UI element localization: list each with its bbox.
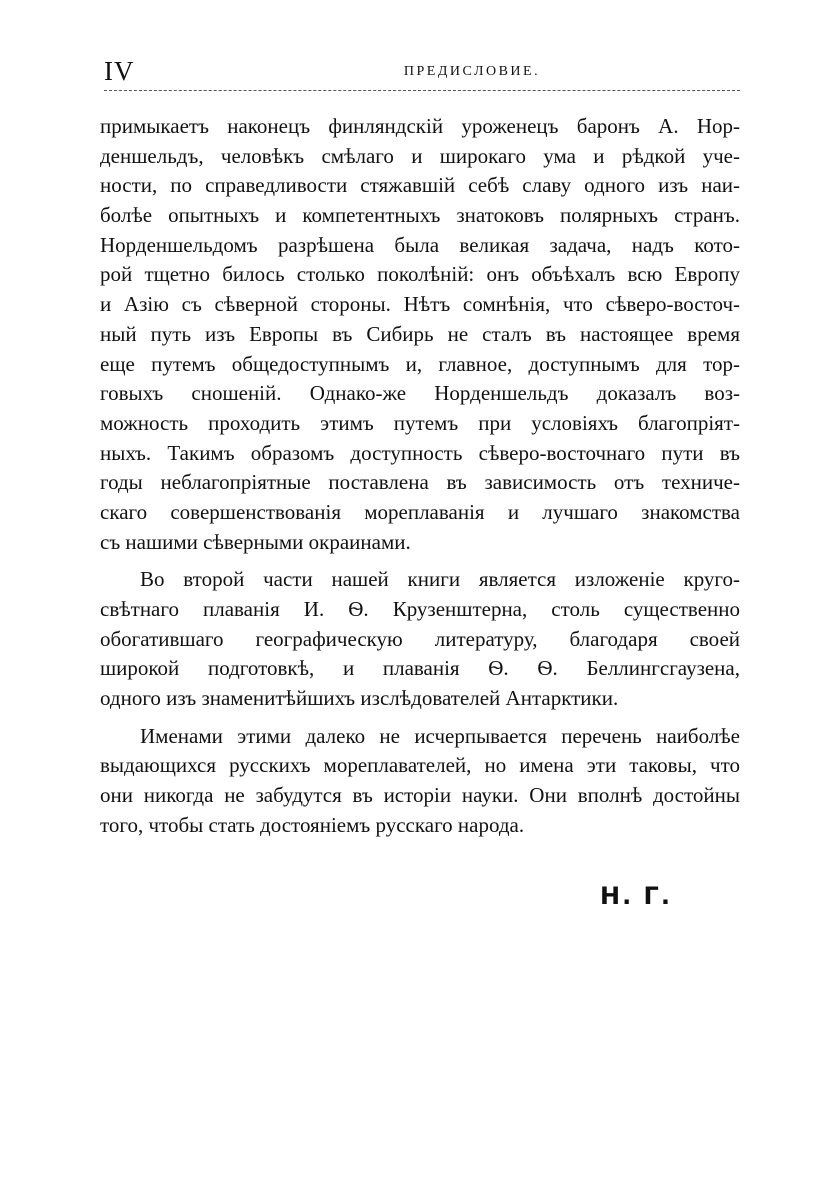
text-line: выдающихся русскихъ мореплавателей, но имена эти таковы, что xyxy=(100,753,740,778)
text-line: свѣтнаго плаванія И. Ѳ. Крузенштерна, столь существенно xyxy=(100,597,740,621)
text-line: рой тщетно билось столько поколѣній: онъ объѣхалъ всю Европу xyxy=(100,262,740,287)
text-line: одного изъ знаменитѣйшихъ изслѣдователей Антарктики. xyxy=(100,686,619,711)
paragraph-2 xyxy=(100,565,740,713)
text-line: скаго совершенствованія мореплаванія и лучшаго знакомства xyxy=(100,499,740,524)
text-line: Во второй части нашей книги является изложеніе круго- xyxy=(140,567,740,592)
text-line: съ нашими сѣверными окраинами. xyxy=(100,529,411,554)
text-line: примыкаетъ наконецъ финляндскій уроженецъ баронъ А. Нор- xyxy=(100,114,740,138)
paragraph-3 xyxy=(100,722,740,841)
header-rule xyxy=(104,90,740,91)
text-line: обогатившаго географическую литературу, благодаря своей xyxy=(100,626,740,651)
text-line: еще путемъ общедоступнымъ и, главное, доступнымъ для тор- xyxy=(100,351,740,376)
text-line: широкой подготовкѣ, и плаванія Ѳ. Ѳ. Беллингсгаузена, xyxy=(100,656,740,681)
text-line: Именами этими далеко не исчерпывается перечень наиболѣе xyxy=(140,723,740,748)
text-line: годы неблагопріятные поставлена въ зависимость отъ техниче- xyxy=(100,470,740,495)
text-line: того, чтобы стать достояніемъ русскаго народа. xyxy=(100,812,525,837)
text-line: болѣе опытныхъ и компетентныхъ знатоковъ полярныхъ странъ. xyxy=(100,203,740,228)
text-line: можность проходить этимъ путемъ при условіяхъ благопріят- xyxy=(100,410,740,435)
page-number: IV xyxy=(104,56,135,86)
paragraph-gap xyxy=(100,557,740,565)
text-line: ный путь изъ Европы въ Сибирь не сталъ въ настоящее время xyxy=(100,321,740,346)
paragraph-1 xyxy=(100,112,740,557)
paragraph-gap xyxy=(100,714,740,722)
text-line: Норденшельдомъ разрѣшена была великая задача, надъ кото- xyxy=(100,232,740,257)
running-title: ПРЕДИСЛОВИЕ. xyxy=(403,64,541,79)
page-header xyxy=(104,56,740,92)
text-line: и Азію съ сѣверной стороны. Нѣтъ сомнѣнія, что сѣверо-восточ- xyxy=(100,292,740,317)
text-line: ности, по справедливости стяжавшій себѣ славу одного изъ наи- xyxy=(100,173,740,198)
author-signature: Н. Г. xyxy=(600,882,672,910)
body-text xyxy=(100,112,740,841)
text-line: говыхъ сношеній. Однако-же Норденшельдъ доказалъ воз- xyxy=(100,381,740,406)
text-line: деншельдъ, человѣкъ смѣлаго и широкаго ума и рѣдкой уче- xyxy=(100,143,740,168)
text-line: ныхъ. Такимъ образомъ доступность сѣверо-восточнаго пути въ xyxy=(100,440,740,465)
text-line: они никогда не забудутся въ исторіи науки. Они вполнѣ достойны xyxy=(100,783,740,808)
